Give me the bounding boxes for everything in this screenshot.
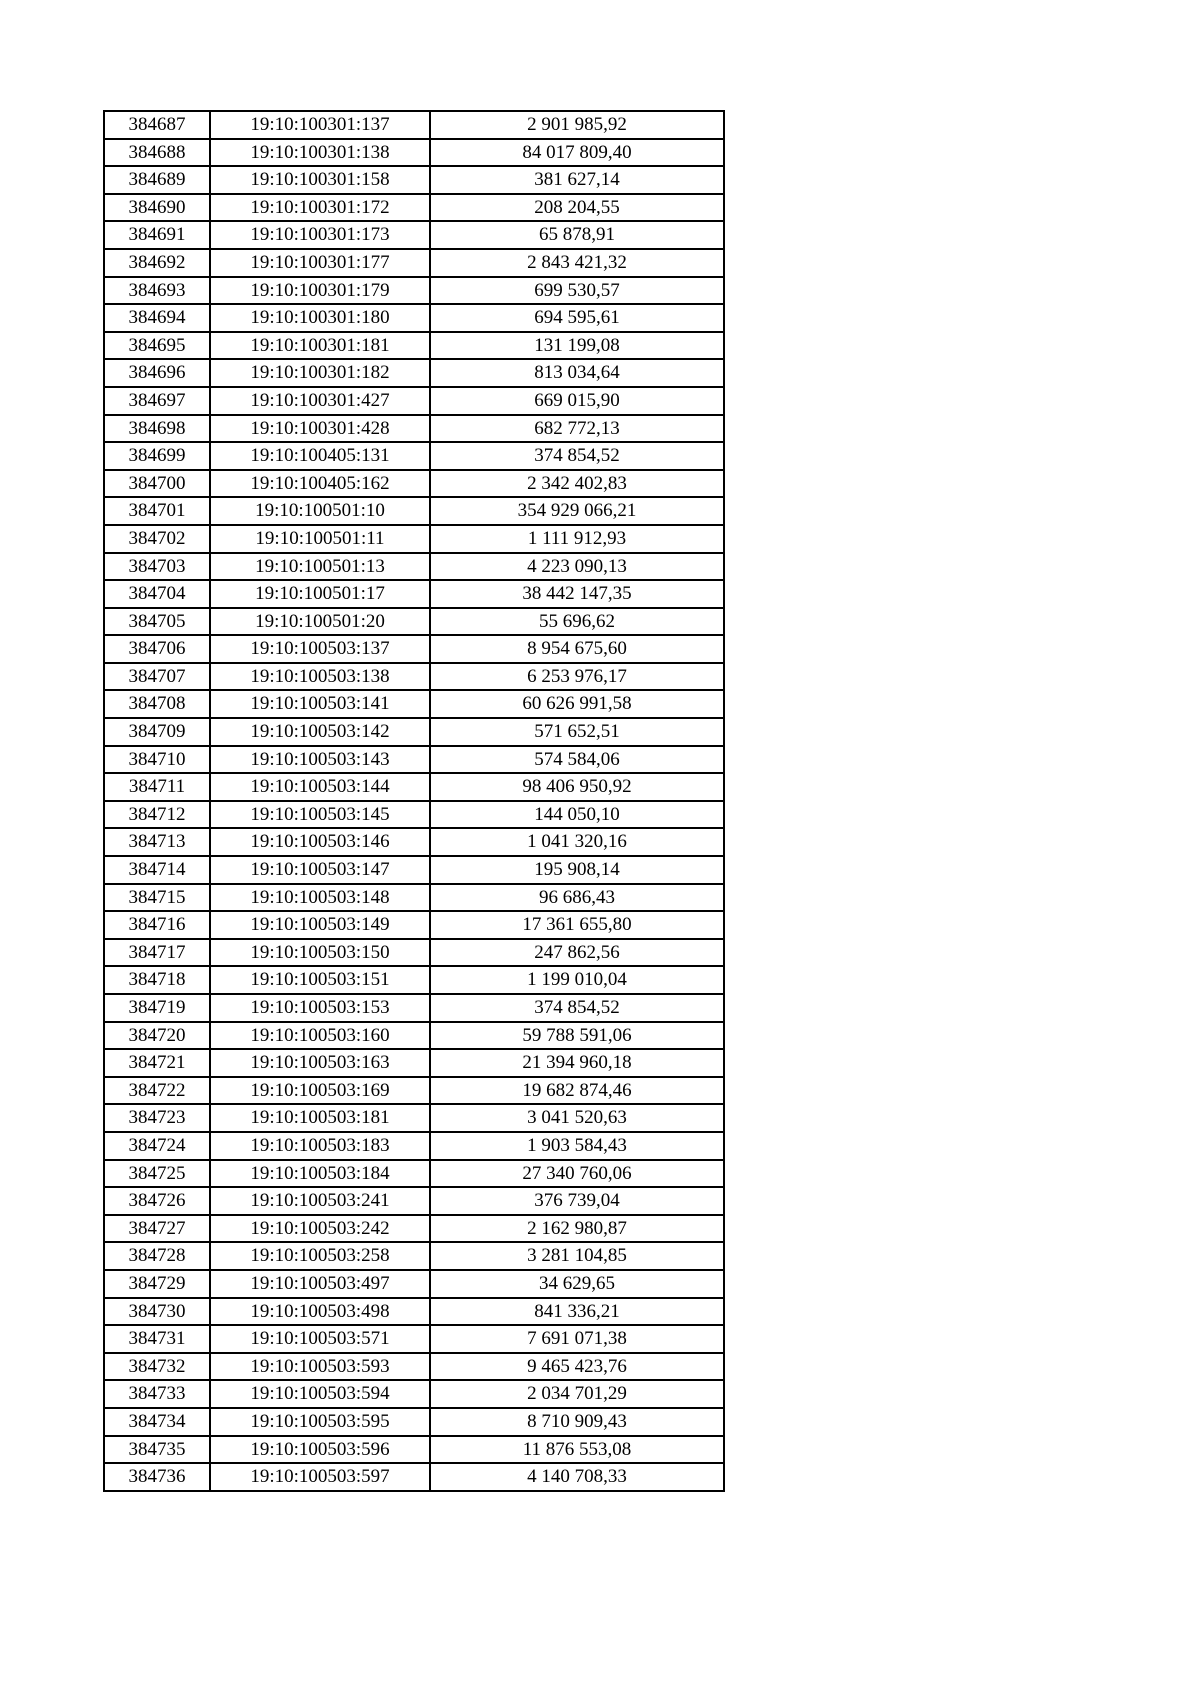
cadastral-number-cell: 19:10:100503:163: [210, 1049, 430, 1077]
cadastral-number-cell: 19:10:100503:147: [210, 856, 430, 884]
row-number-cell: 384687: [104, 111, 210, 139]
table-row: [104, 966, 724, 994]
table-row: [104, 1022, 724, 1050]
table-row: [104, 1325, 724, 1353]
row-number-cell: 384726: [104, 1187, 210, 1215]
table-row: [104, 139, 724, 167]
table-row: [104, 635, 724, 663]
row-number-cell: 384700: [104, 470, 210, 498]
cadastral-value-cell: 84 017 809,40: [430, 139, 724, 167]
cadastral-number-cell: 19:10:100503:169: [210, 1077, 430, 1105]
cadastral-value-cell: 247 862,56: [430, 939, 724, 967]
table-row: [104, 1077, 724, 1105]
cadastral-value-cell: 98 406 950,92: [430, 773, 724, 801]
cadastral-number-cell: 19:10:100503:143: [210, 746, 430, 774]
cadastral-number-cell: 19:10:100503:138: [210, 663, 430, 691]
table-row: [104, 1270, 724, 1298]
row-number-cell: 384731: [104, 1325, 210, 1353]
table-row: [104, 608, 724, 636]
row-number-cell: 384722: [104, 1077, 210, 1105]
row-number-cell: 384690: [104, 194, 210, 222]
row-number-cell: 384688: [104, 139, 210, 167]
cadastral-value-cell: 354 929 066,21: [430, 497, 724, 525]
cadastral-number-cell: 19:10:100503:184: [210, 1160, 430, 1188]
cadastral-value-cell: 574 584,06: [430, 746, 724, 774]
table-row: [104, 718, 724, 746]
table-row: [104, 773, 724, 801]
cadastral-number-cell: 19:10:100301:177: [210, 249, 430, 277]
table-row: [104, 415, 724, 443]
table-row: [104, 1242, 724, 1270]
cadastral-value-cell: 8 954 675,60: [430, 635, 724, 663]
table-row: [104, 580, 724, 608]
cadastral-number-cell: 19:10:100301:179: [210, 277, 430, 305]
row-number-cell: 384725: [104, 1160, 210, 1188]
table-row: [104, 304, 724, 332]
row-number-cell: 384718: [104, 966, 210, 994]
cadastral-number-cell: 19:10:100503:497: [210, 1270, 430, 1298]
row-number-cell: 384695: [104, 332, 210, 360]
cadastral-value-cell: 3 281 104,85: [430, 1242, 724, 1270]
cadastral-value-cell: 195 908,14: [430, 856, 724, 884]
cadastral-number-cell: 19:10:100301:137: [210, 111, 430, 139]
cadastral-value-cell: 38 442 147,35: [430, 580, 724, 608]
cadastral-value-cell: 3 041 520,63: [430, 1104, 724, 1132]
table-row: [104, 525, 724, 553]
cadastral-value-cell: 208 204,55: [430, 194, 724, 222]
row-number-cell: 384713: [104, 828, 210, 856]
row-number-cell: 384699: [104, 442, 210, 470]
cadastral-number-cell: 19:10:100503:145: [210, 801, 430, 829]
table-row: [104, 359, 724, 387]
cadastral-value-cell: 60 626 991,58: [430, 690, 724, 718]
cadastral-value-cell: 841 336,21: [430, 1298, 724, 1326]
cadastral-value-cell: 96 686,43: [430, 884, 724, 912]
row-number-cell: 384701: [104, 497, 210, 525]
cadastral-number-cell: 19:10:100405:131: [210, 442, 430, 470]
row-number-cell: 384729: [104, 1270, 210, 1298]
table-row: [104, 1463, 724, 1491]
table-row: [104, 801, 724, 829]
row-number-cell: 384702: [104, 525, 210, 553]
table-row: [104, 1408, 724, 1436]
table-row: [104, 746, 724, 774]
cadastral-number-cell: 19:10:100301:427: [210, 387, 430, 415]
row-number-cell: 384730: [104, 1298, 210, 1326]
cadastral-number-cell: 19:10:100503:144: [210, 773, 430, 801]
cadastral-value-cell: 381 627,14: [430, 166, 724, 194]
cadastral-value-cell: 682 772,13: [430, 415, 724, 443]
table-row: [104, 277, 724, 305]
cadastral-value-cell: 699 530,57: [430, 277, 724, 305]
cadastral-value-cell: 11 876 553,08: [430, 1436, 724, 1464]
cadastral-number-cell: 19:10:100301:182: [210, 359, 430, 387]
cadastral-number-cell: 19:10:100503:160: [210, 1022, 430, 1050]
table-row: [104, 249, 724, 277]
cadastral-value-cell: 65 878,91: [430, 221, 724, 249]
row-number-cell: 384719: [104, 994, 210, 1022]
cadastral-number-cell: 19:10:100503:242: [210, 1215, 430, 1243]
row-number-cell: 384724: [104, 1132, 210, 1160]
cadastral-number-cell: 19:10:100405:162: [210, 470, 430, 498]
row-number-cell: 384716: [104, 911, 210, 939]
cadastral-number-cell: 19:10:100503:148: [210, 884, 430, 912]
row-number-cell: 384691: [104, 221, 210, 249]
table-row: [104, 470, 724, 498]
cadastral-number-cell: 19:10:100501:13: [210, 553, 430, 581]
cadastral-value-cell: 27 340 760,06: [430, 1160, 724, 1188]
row-number-cell: 384704: [104, 580, 210, 608]
row-number-cell: 384708: [104, 690, 210, 718]
table-row: [104, 911, 724, 939]
row-number-cell: 384723: [104, 1104, 210, 1132]
cadastral-number-cell: 19:10:100501:11: [210, 525, 430, 553]
row-number-cell: 384705: [104, 608, 210, 636]
cadastral-value-cell: 4 140 708,33: [430, 1463, 724, 1491]
cadastral-number-cell: 19:10:100501:10: [210, 497, 430, 525]
row-number-cell: 384734: [104, 1408, 210, 1436]
table-row: [104, 1436, 724, 1464]
cadastral-number-cell: 19:10:100503:149: [210, 911, 430, 939]
cadastral-value-cell: 2 034 701,29: [430, 1380, 724, 1408]
table-row: [104, 194, 724, 222]
table-row: [104, 663, 724, 691]
table-row: [104, 828, 724, 856]
row-number-cell: 384720: [104, 1022, 210, 1050]
cadastral-value-cell: 1 041 320,16: [430, 828, 724, 856]
cadastral-value-cell: 694 595,61: [430, 304, 724, 332]
row-number-cell: 384735: [104, 1436, 210, 1464]
table-row: [104, 884, 724, 912]
cadastral-value-cell: 374 854,52: [430, 442, 724, 470]
cadastral-number-cell: 19:10:100503:596: [210, 1436, 430, 1464]
table-row: [104, 497, 724, 525]
cadastral-number-cell: 19:10:100301:428: [210, 415, 430, 443]
table-row: [104, 690, 724, 718]
row-number-cell: 384693: [104, 277, 210, 305]
row-number-cell: 384689: [104, 166, 210, 194]
cadastral-value-table: [103, 110, 725, 1492]
row-number-cell: 384717: [104, 939, 210, 967]
table-row: [104, 387, 724, 415]
row-number-cell: 384728: [104, 1242, 210, 1270]
cadastral-number-cell: 19:10:100503:153: [210, 994, 430, 1022]
cadastral-number-cell: 19:10:100503:498: [210, 1298, 430, 1326]
cadastral-value-cell: 19 682 874,46: [430, 1077, 724, 1105]
cadastral-value-cell: 131 199,08: [430, 332, 724, 360]
cadastral-value-cell: 8 710 909,43: [430, 1408, 724, 1436]
cadastral-number-cell: 19:10:100301:180: [210, 304, 430, 332]
table-row: [104, 221, 724, 249]
cadastral-value-cell: 1 199 010,04: [430, 966, 724, 994]
cadastral-number-cell: 19:10:100301:181: [210, 332, 430, 360]
table-row: [104, 111, 724, 139]
row-number-cell: 384711: [104, 773, 210, 801]
cadastral-number-cell: 19:10:100503:183: [210, 1132, 430, 1160]
cadastral-number-cell: 19:10:100503:181: [210, 1104, 430, 1132]
cadastral-number-cell: 19:10:100503:146: [210, 828, 430, 856]
cadastral-number-cell: 19:10:100301:158: [210, 166, 430, 194]
cadastral-number-cell: 19:10:100501:20: [210, 608, 430, 636]
cadastral-value-cell: 34 629,65: [430, 1270, 724, 1298]
cadastral-number-cell: 19:10:100301:172: [210, 194, 430, 222]
cadastral-number-cell: 19:10:100503:593: [210, 1353, 430, 1381]
row-number-cell: 384721: [104, 1049, 210, 1077]
row-number-cell: 384712: [104, 801, 210, 829]
row-number-cell: 384692: [104, 249, 210, 277]
cadastral-value-cell: 4 223 090,13: [430, 553, 724, 581]
table-row: [104, 442, 724, 470]
table-row: [104, 1160, 724, 1188]
cadastral-number-cell: 19:10:100503:258: [210, 1242, 430, 1270]
row-number-cell: 384696: [104, 359, 210, 387]
table-row: [104, 332, 724, 360]
table-row: [104, 1380, 724, 1408]
row-number-cell: 384727: [104, 1215, 210, 1243]
cadastral-number-cell: 19:10:100503:142: [210, 718, 430, 746]
row-number-cell: 384732: [104, 1353, 210, 1381]
cadastral-value-cell: 376 739,04: [430, 1187, 724, 1215]
row-number-cell: 384715: [104, 884, 210, 912]
cadastral-value-cell: 59 788 591,06: [430, 1022, 724, 1050]
table-row: [104, 1187, 724, 1215]
table-row: [104, 553, 724, 581]
cadastral-value-cell: 813 034,64: [430, 359, 724, 387]
cadastral-number-cell: 19:10:100503:150: [210, 939, 430, 967]
row-number-cell: 384706: [104, 635, 210, 663]
cadastral-value-cell: 55 696,62: [430, 608, 724, 636]
table-row: [104, 856, 724, 884]
cadastral-value-cell: 374 854,52: [430, 994, 724, 1022]
cadastral-number-cell: 19:10:100503:151: [210, 966, 430, 994]
cadastral-value-cell: 669 015,90: [430, 387, 724, 415]
table-body: [104, 111, 724, 1491]
cadastral-value-cell: 571 652,51: [430, 718, 724, 746]
cadastral-value-cell: 144 050,10: [430, 801, 724, 829]
table-row: [104, 1298, 724, 1326]
row-number-cell: 384697: [104, 387, 210, 415]
row-number-cell: 384694: [104, 304, 210, 332]
cadastral-value-cell: 2 162 980,87: [430, 1215, 724, 1243]
cadastral-value-cell: 1 903 584,43: [430, 1132, 724, 1160]
row-number-cell: 384736: [104, 1463, 210, 1491]
table-row: [104, 1049, 724, 1077]
row-number-cell: 384707: [104, 663, 210, 691]
cadastral-value-cell: 21 394 960,18: [430, 1049, 724, 1077]
cadastral-value-cell: 2 843 421,32: [430, 249, 724, 277]
cadastral-number-cell: 19:10:100503:597: [210, 1463, 430, 1491]
cadastral-value-cell: 2 342 402,83: [430, 470, 724, 498]
cadastral-value-cell: 2 901 985,92: [430, 111, 724, 139]
row-number-cell: 384709: [104, 718, 210, 746]
cadastral-value-cell: 17 361 655,80: [430, 911, 724, 939]
table-row: [104, 994, 724, 1022]
cadastral-value-cell: 7 691 071,38: [430, 1325, 724, 1353]
table-row: [104, 939, 724, 967]
table-row: [104, 1215, 724, 1243]
cadastral-number-cell: 19:10:100503:241: [210, 1187, 430, 1215]
row-number-cell: 384703: [104, 553, 210, 581]
cadastral-value-cell: 6 253 976,17: [430, 663, 724, 691]
row-number-cell: 384733: [104, 1380, 210, 1408]
cadastral-number-cell: 19:10:100301:173: [210, 221, 430, 249]
table-row: [104, 1132, 724, 1160]
cadastral-number-cell: 19:10:100503:594: [210, 1380, 430, 1408]
cadastral-number-cell: 19:10:100503:595: [210, 1408, 430, 1436]
table-row: [104, 1104, 724, 1132]
cadastral-number-cell: 19:10:100503:141: [210, 690, 430, 718]
table-row: [104, 1353, 724, 1381]
cadastral-number-cell: 19:10:100503:571: [210, 1325, 430, 1353]
cadastral-value-cell: 9 465 423,76: [430, 1353, 724, 1381]
cadastral-value-cell: 1 111 912,93: [430, 525, 724, 553]
table-row: [104, 166, 724, 194]
cadastral-number-cell: 19:10:100501:17: [210, 580, 430, 608]
row-number-cell: 384698: [104, 415, 210, 443]
row-number-cell: 384714: [104, 856, 210, 884]
row-number-cell: 384710: [104, 746, 210, 774]
cadastral-number-cell: 19:10:100503:137: [210, 635, 430, 663]
cadastral-number-cell: 19:10:100301:138: [210, 139, 430, 167]
